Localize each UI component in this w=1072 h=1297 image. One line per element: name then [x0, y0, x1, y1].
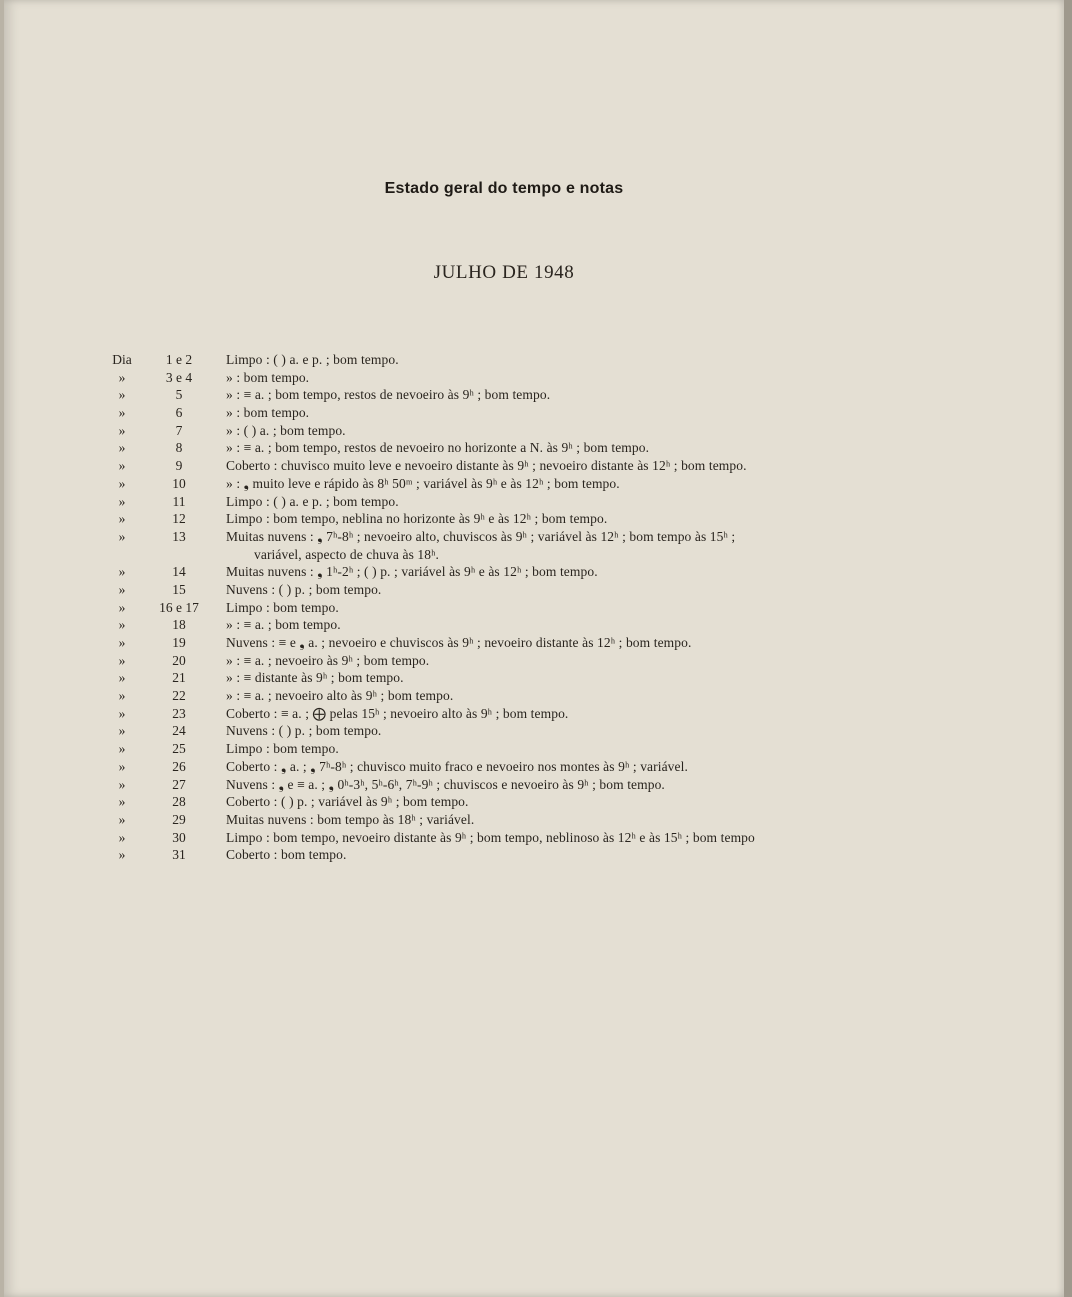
table-row	[104, 670, 904, 688]
row-text: » : ≡ a. ; bom tempo, restos de nevoeiro às 9ʰ ; bom tempo.	[226, 387, 551, 403]
section-title: Estado geral do tempo e notas	[384, 180, 624, 197]
table-row	[104, 830, 904, 848]
table-row	[104, 600, 904, 618]
table-row	[104, 688, 904, 706]
row-day: 5	[175, 387, 183, 403]
row-label: »	[118, 564, 126, 580]
row-day: 18	[172, 617, 186, 633]
row-text: Limpo : bom tempo.	[226, 741, 339, 757]
table-row	[104, 370, 904, 388]
weather-table	[104, 352, 904, 865]
row-day: 21	[172, 670, 186, 686]
row-text: » : bom tempo.	[226, 369, 310, 385]
table-row	[104, 387, 904, 405]
row-label: »	[118, 688, 126, 704]
row-label: »	[118, 387, 126, 403]
row-label: »	[118, 758, 126, 774]
row-day: 22	[172, 688, 186, 704]
row-text: Muitas nuvens : ❟ 1ʰ-2ʰ ; ( ) p. ; variável às 9ʰ e às 12ʰ ; bom tempo.	[226, 564, 598, 580]
table-row	[104, 759, 904, 777]
row-label: »	[118, 741, 126, 757]
row-text: Muitas nuvens : ❟ 7ʰ-8ʰ ; nevoeiro alto, chuviscos às 9ʰ ; variável às 12ʰ ; bom tempo às 15ʰ ;	[226, 528, 736, 544]
page-right-edge	[1064, 0, 1072, 1297]
row-day: 20	[172, 652, 186, 668]
row-text: Limpo : bom tempo, nevoeiro distante às 9ʰ ; bom tempo, neblinoso às 12ʰ e às 15ʰ ; bom tempo	[226, 829, 755, 845]
row-day: 25	[172, 741, 186, 757]
row-day: 28	[172, 794, 186, 810]
row-text: Coberto : bom tempo.	[226, 847, 347, 863]
table-row	[104, 741, 904, 759]
row-text: » : ( ) a. ; bom tempo.	[226, 422, 346, 438]
row-day: 27	[172, 776, 186, 792]
row-label: »	[118, 511, 126, 527]
table-row	[104, 423, 904, 441]
table-row	[104, 476, 904, 494]
row-text: » : ≡ distante às 9ʰ ; bom tempo.	[226, 670, 404, 686]
month-title: JULHO DE 1948	[433, 262, 575, 283]
row-day: 23	[172, 705, 186, 721]
row-label: »	[118, 528, 126, 544]
row-text: Nuvens : ( ) p. ; bom tempo.	[226, 723, 382, 739]
row-label: »	[118, 652, 126, 668]
table-row	[104, 511, 904, 529]
table-row	[104, 352, 904, 370]
row-text: Nuvens : ( ) p. ; bom tempo.	[226, 581, 382, 597]
row-text: Limpo : ( ) a. e p. ; bom tempo.	[226, 352, 399, 367]
row-day: 8	[175, 440, 183, 456]
row-label: »	[118, 581, 126, 597]
row-label: »	[118, 811, 126, 827]
row-day: 3 e 4	[165, 369, 193, 385]
row-label: »	[118, 458, 126, 474]
row-text: Nuvens : ❟ e ≡ a. ; ❟ 0ʰ-3ʰ, 5ʰ-6ʰ, 7ʰ-9ʰ ; chuviscos e nevoeiro às 9ʰ ; bom tempo.	[226, 776, 665, 792]
row-day: 6	[175, 405, 183, 421]
table-row	[104, 635, 904, 653]
table-row	[104, 458, 904, 476]
row-text: Nuvens : ≡ e ❟ a. ; nevoeiro e chuviscos às 9ʰ ; nevoeiro distante às 12ʰ ; bom tempo.	[226, 635, 692, 650]
table-row	[104, 405, 904, 423]
row-text: » : ≡ a. ; nevoeiro às 9ʰ ; bom tempo.	[226, 652, 430, 668]
row-day: 15	[172, 581, 186, 597]
row-label: »	[118, 794, 126, 810]
table-row	[104, 653, 904, 671]
row-text: » : ≡ a. ; nevoeiro alto às 9ʰ ; bom tempo.	[226, 688, 454, 704]
row-label: »	[118, 829, 126, 845]
row-label: »	[118, 617, 126, 633]
row-label: »	[118, 599, 126, 615]
row-text: Coberto : chuvisco muito leve e nevoeiro distante às 9ʰ ; nevoeiro distante às 12ʰ ; bom tempo.	[226, 458, 747, 474]
row-day: 24	[172, 723, 186, 739]
row-label: »	[118, 405, 126, 421]
table-row	[104, 794, 904, 812]
row-day: 12	[172, 511, 186, 527]
row-text: Limpo : ( ) a. e p. ; bom tempo.	[226, 493, 399, 509]
row-text: » : ❟ muito leve e rápido às 8ʰ 50ᵐ ; variável às 9ʰ e às 12ʰ ; bom tempo.	[226, 475, 620, 491]
row-text: » : bom tempo.	[226, 405, 310, 421]
table-row	[104, 812, 904, 830]
table-row	[104, 617, 904, 635]
table-row	[104, 723, 904, 741]
row-day: 10	[172, 475, 186, 491]
row-label: »	[118, 422, 126, 438]
row-day: 31	[172, 847, 186, 863]
row-day: 11	[172, 493, 186, 509]
row-label: »	[118, 369, 126, 385]
row-day: 1 e 2	[165, 352, 193, 367]
table-row	[104, 564, 904, 582]
row-day: 29	[172, 811, 186, 827]
row-text: variável, aspecto de chuva às 18ʰ.	[254, 546, 440, 562]
table-row	[104, 706, 904, 724]
table-row	[104, 494, 904, 512]
row-label: »	[118, 847, 126, 863]
row-day: 13	[172, 528, 186, 544]
row-label: »	[118, 440, 126, 456]
table-row	[104, 847, 904, 865]
row-label: »	[118, 723, 126, 739]
row-text: » : ≡ a. ; bom tempo.	[226, 617, 341, 633]
row-label: »	[118, 635, 126, 650]
row-day: 7	[175, 422, 183, 438]
row-label: »	[118, 475, 126, 491]
row-text: Coberto : ❟ a. ; ❟ 7ʰ-8ʰ ; chuvisco muito fraco e nevoeiro nos montes às 9ʰ ; variável.	[226, 758, 688, 774]
row-day: 30	[172, 829, 186, 845]
row-day: 14	[172, 564, 186, 580]
row-text: Coberto : ≡ a. ; ⨁ pelas 15ʰ ; nevoeiro alto às 9ʰ ; bom tempo.	[226, 705, 569, 721]
table-row	[104, 529, 904, 547]
row-day: 19	[172, 635, 186, 650]
table-row	[104, 440, 904, 458]
row-label: Dia	[112, 352, 132, 367]
document-page	[4, 0, 1064, 1297]
row-text: Coberto : ( ) p. ; variável às 9ʰ ; bom tempo.	[226, 794, 469, 810]
table-row	[104, 777, 904, 795]
row-label: »	[118, 705, 126, 721]
row-day: 26	[172, 758, 186, 774]
table-row-continuation	[104, 547, 904, 565]
row-text: Limpo : bom tempo.	[226, 599, 339, 615]
row-text: Muitas nuvens : bom tempo às 18ʰ ; variável.	[226, 811, 475, 827]
row-label: »	[118, 493, 126, 509]
row-day: 16 e 17	[159, 599, 199, 615]
row-text: Limpo : bom tempo, neblina no horizonte às 9ʰ e às 12ʰ ; bom tempo.	[226, 511, 608, 527]
row-label: »	[118, 670, 126, 686]
row-day: 9	[175, 458, 183, 474]
table-row	[104, 582, 904, 600]
row-label: »	[118, 776, 126, 792]
row-text: » : ≡ a. ; bom tempo, restos de nevoeiro no horizonte a N. às 9ʰ ; bom tempo.	[226, 440, 650, 456]
